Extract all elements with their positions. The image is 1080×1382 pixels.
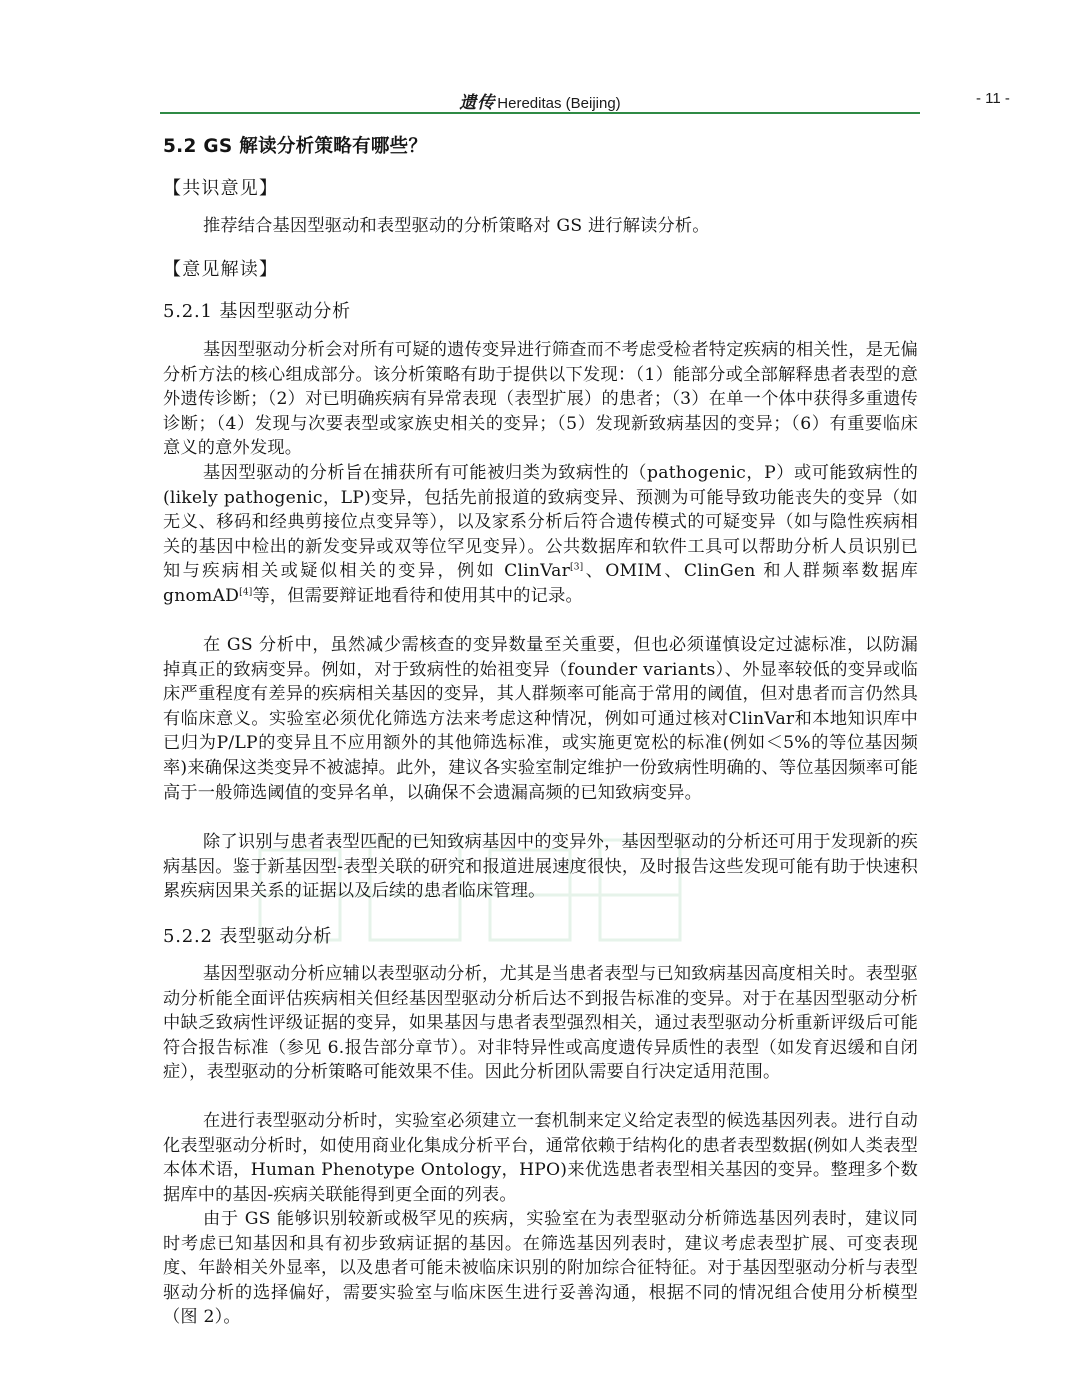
paragraph-text: 、OMIM、ClinGen 和人群频率数据库 gnomAD	[163, 561, 918, 606]
paragraph	[163, 461, 918, 609]
consensus-text: 推荐结合基因型驱动和表型驱动的分析策略对 GS 进行解读分析。	[203, 216, 710, 236]
section-title: 5.2 GS 解读分析策略有哪些？	[163, 136, 428, 157]
consensus-label: 【共识意见】	[163, 178, 279, 199]
interpretation-label: 【意见解读】	[163, 259, 279, 280]
subsection-title-phenotype: 5.2.2 表型驱动分析	[163, 926, 333, 947]
paragraph: 由于 GS 能够识别较新或极罕见的疾病，实验室在为表型驱动分析筛选基因列表时，建议同时考虑已知基因和具有初步致病证据的基因。在筛选基因列表时，建议考虑表型扩展、可变表现度、年龄相关外显率，以及患者可能未被临床识别的附加综合征特征。对于基因型驱动分析与表型驱动分析的选择偏好，需要实验室与临床医生进行妥善沟通，根据不同的情况组合使用分析模型（图 2）。	[163, 1209, 918, 1328]
journal-english-name: Hereditas (Beijing)	[497, 95, 621, 112]
paragraph: 基因型驱动分析应辅以表型驱动分析，尤其是当患者表型与已知致病基因高度相关时。表型驱动分析能全面评估疾病相关但经基因型驱动分析后达不到报告标准的变异。对于在基因型驱动分析中缺乏致病性评级证据的变异，如果基因与患者表型强烈相关，通过表型驱动分析重新评级后可能符合报告标准（参见 6.报告部分章节）。对非特异性或高度遗传异质性的表型（如发育迟缓和自闭症），表型驱动的分析策略可能效果不佳。因此分析团队需要自行决定适用范围。	[163, 964, 918, 1083]
paragraph: 在 GS 分析中，虽然减少需核查的变异数量至关重要，但也必须谨慎设定过滤标准，以防漏掉真正的致病变异。例如，对于致病性的始祖变异（founder variants）、外显率较低的变异或临床严重程度有差异的疾病相关基因的变异，其人群频率可能高于常用的阈值，但对患者而言仍然具有临床意义。实验室必须优化筛选方法来考虑这种情况，例如可通过核对ClinVar和本地知识库中已归为P/LP的变异且不应用额外的其他筛选标准，或实施更宽松的标准(例如＜5%的等位基因频率)来确保这类变异不被滤掉。此外，建议各实验室制定维护一份致病性明确的、等位基因频率可能高于一般筛选阈值的变异名单，以确保不会遗漏高频的已知致病变异。	[163, 635, 918, 803]
page-number: - 11 -	[976, 90, 1010, 107]
running-header	[160, 86, 920, 114]
paragraph: 除了识别与患者表型匹配的已知致病基因中的变异外，基因型驱动的分析还可用于发现新的疾病基因。鉴于新基因型-表型关联的研究和报道进展速度很快，及时报告这些发现可能有助于快速积累疾病因果关系的证据以及后续的患者临床管理。	[163, 832, 918, 902]
journal-chinese-logo: 遗传	[459, 93, 496, 113]
citation-ref: [4]	[239, 587, 253, 598]
citation-ref: [3]	[570, 562, 584, 573]
paragraph-text: 等，但需要辩证地看待和使用其中的记录。	[252, 585, 583, 606]
paragraph-text: 基因型驱动的分析旨在捕获所有可能被归类为致病性的（pathogenic，P）或可能致病性的(likely pathogenic，LP)变异，包括先前报道的致病变异、预测为可能导致功能丧失的变异（如无义、移码和经典剪接位点变异等），以及家系分析后符合遗传模式的可疑变异（如与隐性疾病相关的基因中检出的新发变异或双等位罕见变异）。公共数据库和软件工具可以帮助分析人员识别已知与疾病相关或疑似相关的变异，例如 ClinVar	[163, 463, 918, 582]
subsection-title-genotype: 5.2.1 基因型驱动分析	[163, 301, 351, 322]
journal-title	[160, 88, 920, 113]
paragraph: 基因型驱动分析会对所有可疑的遗传变异进行筛查而不考虑受检者特定疾病的相关性，是无偏分析方法的核心组成部分。该分析策略有助于提供以下发现：（1）能部分或全部解释患者表型的意外遗传诊断；（2）对已明确疾病有异常表现（表型扩展）的患者；（3）在单一个体中获得多重遗传诊断；（4）发现与次要表型或家族史相关的变异；（5）发现新致病基因的变异；（6）有重要临床意义的意外发现。	[163, 340, 918, 459]
paragraph: 在进行表型驱动分析时，实验室必须建立一套机制来定义给定表型的候选基因列表。进行自动化表型驱动分析时，如使用商业化集成分析平台，通常依赖于结构化的患者表型数据(例如人类表型本体术语，Human Phenotype Ontology，HPO)来优选患者表型相关基因的变异。整理多个数据库中的基因-疾病关联能得到更全面的列表。	[163, 1111, 918, 1205]
